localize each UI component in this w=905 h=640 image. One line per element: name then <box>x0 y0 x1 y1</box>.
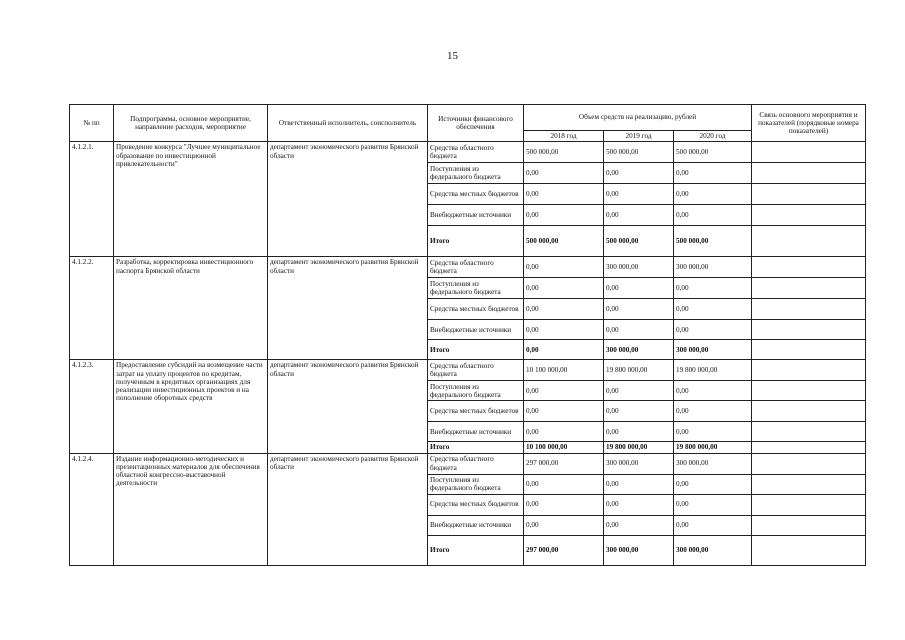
indicator-link <box>752 163 866 184</box>
amount-2018: 10 100 000,00 <box>524 442 604 453</box>
amount-2020: 0,00 <box>674 381 752 401</box>
amount-2020: 300 000,00 <box>674 257 752 278</box>
amount-2020: 0,00 <box>674 184 752 205</box>
amount-2018: 10 100 000,00 <box>524 360 604 381</box>
amount-2018: 0,00 <box>524 474 604 494</box>
indicator-link <box>752 360 866 381</box>
indicator-link <box>752 401 866 422</box>
indicator-link <box>752 381 866 401</box>
funding-source: Средства местных бюджетов <box>428 184 524 205</box>
amount-2018: 0,00 <box>524 163 604 184</box>
amount-2020: 0,00 <box>674 163 752 184</box>
funding-source: Итого <box>428 340 524 360</box>
amount-2018: 0,00 <box>524 184 604 205</box>
amount-2018: 500 000,00 <box>524 226 604 257</box>
table-row <box>70 142 866 163</box>
indicator-link <box>752 515 866 535</box>
indicator-link <box>752 205 866 226</box>
funding-source: Поступления из федерального бюджета <box>428 381 524 401</box>
funding-source: Внебюджетные источники <box>428 422 524 442</box>
funding-source: Внебюджетные источники <box>428 515 524 535</box>
amount-2020: 0,00 <box>674 299 752 320</box>
funding-source: Средства областного бюджета <box>428 453 524 474</box>
amount-2020: 0,00 <box>674 422 752 442</box>
indicator-link <box>752 340 866 360</box>
header-num: № пп <box>70 105 114 142</box>
indicator-link <box>752 257 866 278</box>
amount-2019: 0,00 <box>604 278 674 299</box>
funding-source: Средства местных бюджетов <box>428 299 524 320</box>
funding-source: Поступления из федерального бюджета <box>428 474 524 494</box>
amount-2020: 500 000,00 <box>674 142 752 163</box>
amount-2019: 500 000,00 <box>604 226 674 257</box>
indicator-link <box>752 453 866 474</box>
item-number: 4.1.2.4. <box>70 453 114 565</box>
amount-2019: 300 000,00 <box>604 453 674 474</box>
amount-2018: 0,00 <box>524 401 604 422</box>
header-sources: Источники финансового обеспечения <box>428 105 524 142</box>
funding-source: Средства областного бюджета <box>428 360 524 381</box>
indicator-link <box>752 278 866 299</box>
indicator-link <box>752 535 866 565</box>
amount-2019: 0,00 <box>604 422 674 442</box>
header-program: Подпрограмма, основное мероприятие, направление расходов, мероприятие <box>114 105 268 142</box>
amount-2019: 500 000,00 <box>604 142 674 163</box>
amount-2019: 300 000,00 <box>604 340 674 360</box>
amount-2019: 0,00 <box>604 205 674 226</box>
amount-2019: 19 800 000,00 <box>604 442 674 453</box>
funding-source: Поступления из федерального бюджета <box>428 163 524 184</box>
funding-source: Итого <box>428 226 524 257</box>
amount-2020: 0,00 <box>674 278 752 299</box>
amount-2019: 19 800 000,00 <box>604 360 674 381</box>
budget-table <box>69 104 866 566</box>
amount-2018: 0,00 <box>524 299 604 320</box>
amount-2019: 300 000,00 <box>604 257 674 278</box>
amount-2020: 500 000,00 <box>674 226 752 257</box>
indicator-link <box>752 442 866 453</box>
indicator-link <box>752 320 866 340</box>
funding-source: Средства местных бюджетов <box>428 401 524 422</box>
item-number: 4.1.2.3. <box>70 360 114 453</box>
amount-2018: 0,00 <box>524 381 604 401</box>
amount-2020: 300 000,00 <box>674 535 752 565</box>
indicator-link <box>752 184 866 205</box>
header-link: Связь основного мероприятия и показателей (порядковые номера показателей) <box>752 105 866 142</box>
funding-source: Внебюджетные источники <box>428 205 524 226</box>
amount-2018: 0,00 <box>524 205 604 226</box>
amount-2018: 0,00 <box>524 422 604 442</box>
amount-2018: 500 000,00 <box>524 142 604 163</box>
amount-2019: 0,00 <box>604 320 674 340</box>
funding-source: Итого <box>428 535 524 565</box>
amount-2020: 300 000,00 <box>674 340 752 360</box>
program-description: Издание информационно-методических и презентационных материалов для обеспечения областной конгрессно-выставочной деятельности <box>114 453 268 565</box>
indicator-link <box>752 299 866 320</box>
funding-source: Средства областного бюджета <box>428 257 524 278</box>
program-description: Разработка, корректировка инвестиционного паспорта Брянской области <box>114 257 268 360</box>
amount-2019: 0,00 <box>604 515 674 535</box>
amount-2020: 0,00 <box>674 205 752 226</box>
indicator-link <box>752 474 866 494</box>
table-row <box>70 257 866 278</box>
page-number: 15 <box>447 50 458 62</box>
amount-2019: 0,00 <box>604 474 674 494</box>
executor: департамент экономического развития Брянской области <box>268 453 428 565</box>
executor: департамент экономического развития Брянской области <box>268 257 428 360</box>
indicator-link <box>752 226 866 257</box>
amount-2020: 300 000,00 <box>674 453 752 474</box>
amount-2018: 297 000,00 <box>524 535 604 565</box>
amount-2018: 0,00 <box>524 320 604 340</box>
table-row <box>70 453 866 474</box>
executor: департамент экономического развития Брянской области <box>268 142 428 257</box>
amount-2019: 0,00 <box>604 184 674 205</box>
funding-source: Средства областного бюджета <box>428 142 524 163</box>
amount-2020: 19 800 000,00 <box>674 360 752 381</box>
header-executor: Ответственный исполнитель, соисполнитель <box>268 105 428 142</box>
amount-2019: 0,00 <box>604 401 674 422</box>
amount-2018: 0,00 <box>524 278 604 299</box>
amount-2018: 0,00 <box>524 340 604 360</box>
amount-2018: 0,00 <box>524 515 604 535</box>
header-volume: Объем средств на реализацию, рублей <box>524 105 752 131</box>
amount-2019: 0,00 <box>604 381 674 401</box>
funding-source: Средства местных бюджетов <box>428 494 524 515</box>
amount-2020: 0,00 <box>674 474 752 494</box>
amount-2018: 0,00 <box>524 257 604 278</box>
program-description: Проведение конкурса "Лучшее муниципальное образование по инвестиционной привлекательности" <box>114 142 268 257</box>
amount-2020: 0,00 <box>674 515 752 535</box>
amount-2019: 0,00 <box>604 494 674 515</box>
amount-2020: 0,00 <box>674 494 752 515</box>
amount-2018: 0,00 <box>524 494 604 515</box>
funding-source: Поступления из федерального бюджета <box>428 278 524 299</box>
amount-2018: 297 000,00 <box>524 453 604 474</box>
table-row <box>70 360 866 381</box>
table-body <box>70 142 866 565</box>
header-year-2020: 2020 год <box>674 131 752 142</box>
amount-2019: 0,00 <box>604 299 674 320</box>
amount-2020: 0,00 <box>674 401 752 422</box>
amount-2019: 300 000,00 <box>604 535 674 565</box>
program-description: Предоставление субсидий на возмещение части затрат на уплату процентов по кредитам, полученным в кредитных организациях для реализации инвестиционных проектов и на пополнение оборотных средств <box>114 360 268 453</box>
indicator-link <box>752 142 866 163</box>
amount-2019: 0,00 <box>604 163 674 184</box>
item-number: 4.1.2.2. <box>70 257 114 360</box>
header-year-2018: 2018 год <box>524 131 604 142</box>
item-number: 4.1.2.1. <box>70 142 114 257</box>
amount-2020: 0,00 <box>674 320 752 340</box>
indicator-link <box>752 494 866 515</box>
executor: департамент экономического развития Брянской области <box>268 360 428 453</box>
funding-source: Внебюджетные источники <box>428 320 524 340</box>
amount-2020: 19 800 000,00 <box>674 442 752 453</box>
indicator-link <box>752 422 866 442</box>
header-year-2019: 2019 год <box>604 131 674 142</box>
funding-source: Итого <box>428 442 524 453</box>
